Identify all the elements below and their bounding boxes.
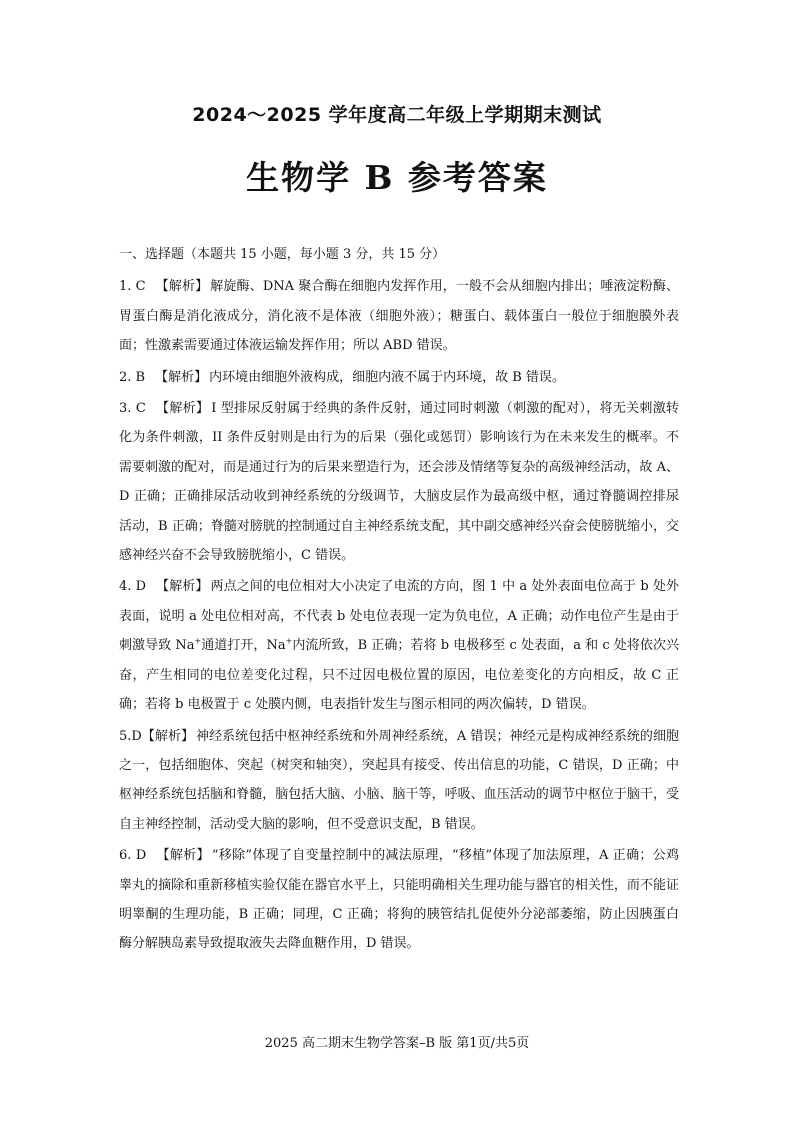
- answer-item-4: [119, 572, 679, 719]
- answer-item-5: [119, 722, 679, 840]
- sodium-ion-charge: +: [285, 636, 293, 646]
- answer-number: 5.D: [119, 728, 142, 744]
- answer-title: 生物学 B 参考答案: [246, 158, 548, 197]
- analysis-text-part-1: 两点之间的电位相对大小决定了电流的方向，图 1 中 a 处外表面电位高于 b 处外表面，说明 a 处电位相对高，不代表 b 处电位表现一定为负电位，A 正确；动作电位产生是由于刺激导致 Na: [119, 579, 679, 654]
- answer-number: 6. D: [119, 848, 147, 864]
- answer-item-2: [119, 363, 679, 392]
- answer-content: [119, 240, 679, 961]
- analysis-text: I 型排尿反射属于经典的条件反射，通过同时刺激（刺激的配对），将无关刺激转化为条件刺激，II 条件反射则是由行为的后果（强化或惩罚）影响该行为在未来发生的概率。不需要刺激的配对，而是通过行为的后果来塑造行为，还会涉及情绪等复杂的高级神经活动，故 A、D 正确；正确排尿活动收到神经系统的分级调节，大脑皮层作为最高级中枢，通过脊髓调控排尿活动，B 正确；脊髓对膀胱的控制通过自主神经系统支配，其中副交感神经兴奋会使膀胱缩小，交感神经兴奋不会导致膀胱缩小，C 错误。: [119, 401, 679, 564]
- analysis-tag: 【解析】: [155, 369, 208, 385]
- answer-item-1: [119, 272, 679, 360]
- analysis-text: 神经系统包括中枢神经系统和外周神经系统，A 错误；神经元是构成神经系统的细胞之一，包括细胞体、突起（树突和轴突），突起具有接受、传出信息的功能，C 错误，D 正确；中枢神经系统包括脑和脊髓，脑包括大脑、小脑、脑干等，呼吸、血压活动的调节中枢位于脑干，受自主神经控制，活动受大脑的影响，但不受意识支配，B 错误。: [119, 728, 679, 832]
- answer-number: 4. D: [119, 579, 147, 595]
- analysis-tag: 【解析】: [156, 579, 209, 595]
- analysis-text: “移除”体现了自变量控制中的减法原理，“移植”体现了加法原理，A 正确；公鸡睾丸的摘除和重新移植实验仅能在器官水平上，只能明确相关生理功能与器官的相关性，而不能证明睾酮的生理功能，B 正确；同理，C 正确；将狗的胰管结扎促使外分泌部萎缩，防止因胰蛋白酶分解胰岛素导致提取液失去降血糖作用，D 错误。: [119, 848, 679, 952]
- analysis-text-part-2: 通道打开，Na: [201, 638, 286, 654]
- analysis-tag: 【解析】: [155, 279, 209, 295]
- analysis-text: 解旋酶、DNA 聚合酶在细胞内发挥作用，一般不会从细胞内排出；唾液淀粉酶、胃蛋白酶是消化液成分，消化液不是体液（细胞外液）；糖蛋白、载体蛋白一般位于细胞膜外表面；性激素需要通过体液运输发挥作用；所以 ABD 错误。: [119, 279, 679, 354]
- analysis-tag: 【解析】: [141, 728, 195, 744]
- answer-number: 1. C: [119, 279, 146, 295]
- answer-item-3: [119, 394, 679, 570]
- answer-item-6: [119, 841, 679, 959]
- answer-number: 2. B: [119, 369, 146, 385]
- section-heading: 一、选择题（本题共 15 小题，每小题 3 分，共 15 分）: [119, 247, 446, 262]
- exam-title: 2024～2025 学年度高二年级上学期期末测试: [192, 104, 602, 126]
- page-footer: 2025 高二期末生物学答案–B 版 第1页/共5页: [264, 1036, 530, 1051]
- analysis-text: 内环境由细胞外液构成，细胞内液不属于内环境，故 B 错误。: [209, 369, 565, 385]
- analysis-tag: 【解析】: [155, 401, 210, 417]
- analysis-tag: 【解析】: [156, 848, 210, 864]
- sodium-ion-charge: +: [194, 636, 202, 646]
- analysis-text-part-3: 内流所致，B 正确；若将 b 电极移至 c 处表面，a 和 c 处将依次兴奋，产生相同的电位差变化过程，只不过因电极位置的原因，电位差变化的方向相反，故 C 正确；若将 b 电极置于 c 处膜内侧，电表指针发生与图示相同的两次偏转，D 错误。: [119, 638, 679, 713]
- answer-number: 3. C: [119, 401, 146, 417]
